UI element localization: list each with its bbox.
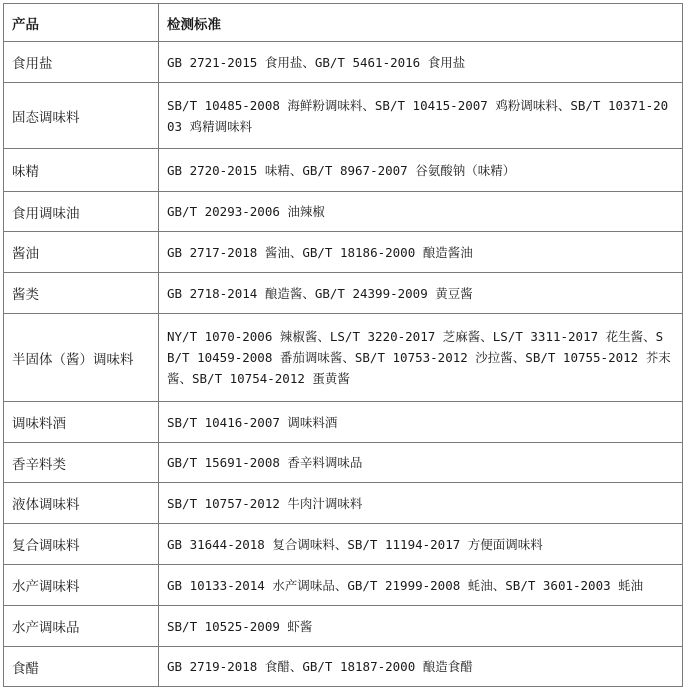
- table-row: [4, 606, 683, 647]
- table-row: [4, 149, 683, 192]
- standard-text: GB 2717-2018 酱油、GB/T 18186-2000 酿造酱油: [167, 244, 473, 260]
- standard-text: SB/T 10757-2012 牛肉汁调味料: [167, 495, 363, 511]
- table-header: [4, 4, 683, 42]
- product-cell: 食醋: [4, 647, 159, 687]
- standard-cell: [159, 402, 683, 443]
- product-cell: 食用盐: [4, 42, 159, 83]
- standard-text: SB/T 10485-2008 海鲜粉调味料、SB/T 10415-2007 鸡粉调味料、SB/T 10371-2003 鸡精调味料: [167, 97, 669, 134]
- standard-text: GB 31644-2018 复合调味料、SB/T 11194-2017 方便面调味料: [167, 536, 543, 552]
- standard-cell: [159, 314, 683, 402]
- standard-text: GB 2718-2014 酿造酱、GB/T 24399-2009 黄豆酱: [167, 285, 473, 301]
- standard-cell: [159, 149, 683, 192]
- header-product: 产品: [4, 4, 159, 42]
- product-cell: 食用调味油: [4, 192, 159, 232]
- table-row: [4, 314, 683, 402]
- standard-cell: [159, 647, 683, 687]
- product-cell: 液体调味料: [4, 483, 159, 524]
- table-row: [4, 443, 683, 483]
- product-cell: 酱类: [4, 273, 159, 314]
- table-row: [4, 483, 683, 524]
- standard-cell: [159, 192, 683, 232]
- standard-cell: [159, 565, 683, 606]
- standard-cell: [159, 483, 683, 524]
- header-standard: 检测标准: [159, 4, 683, 42]
- table-row: [4, 402, 683, 443]
- standard-cell: [159, 443, 683, 483]
- standard-cell: [159, 524, 683, 565]
- product-cell: 半固体（酱）调味料: [4, 314, 159, 402]
- standard-cell: [159, 83, 683, 149]
- product-cell: 香辛料类: [4, 443, 159, 483]
- table-row: [4, 42, 683, 83]
- standard-text: GB 2719-2018 食醋、GB/T 18187-2000 酿造食醋: [167, 659, 473, 674]
- standard-text: GB 10133-2014 水产调味品、GB/T 21999-2008 蚝油、SB/T 3601-2003 蚝油: [167, 577, 644, 593]
- table-row: [4, 524, 683, 565]
- standard-text: GB 2720-2015 味精、GB/T 8967-2007 谷氨酸钠（味精）: [167, 162, 516, 178]
- standard-cell: [159, 606, 683, 647]
- standard-text: SB/T 10525-2009 虾酱: [167, 618, 313, 634]
- table-row: [4, 232, 683, 273]
- standard-text: NY/T 1070-2006 辣椒酱、LS/T 3220-2017 芝麻酱、LS/T 3311-2017 花生酱、SB/T 10459-2008 番茄调味酱、SB/T 10753-2012 沙拉酱、SB/T 10755-2012 芥末酱、SB/T 10754-2012 蛋黄酱: [167, 329, 671, 386]
- standard-cell: [159, 232, 683, 273]
- table-body: [4, 42, 683, 687]
- product-cell: 复合调味料: [4, 524, 159, 565]
- standard-text: SB/T 10416-2007 调味料酒: [167, 414, 338, 430]
- standard-text: GB/T 15691-2008 香辛料调味品: [167, 455, 363, 470]
- header-row: [4, 4, 683, 42]
- standard-cell: [159, 273, 683, 314]
- standard-text: GB 2721-2015 食用盐、GB/T 5461-2016 食用盐: [167, 54, 466, 70]
- product-cell: 固态调味料: [4, 83, 159, 149]
- product-cell: 调味料酒: [4, 402, 159, 443]
- product-cell: 水产调味料: [4, 565, 159, 606]
- table-row: [4, 565, 683, 606]
- standards-table: [3, 3, 683, 687]
- table-row: [4, 83, 683, 149]
- standard-cell: [159, 42, 683, 83]
- table-row: [4, 273, 683, 314]
- standard-text: GB/T 20293-2006 油辣椒: [167, 204, 325, 219]
- table-row: [4, 192, 683, 232]
- product-cell: 酱油: [4, 232, 159, 273]
- product-cell: 水产调味品: [4, 606, 159, 647]
- product-cell: 味精: [4, 149, 159, 192]
- table-row: [4, 647, 683, 687]
